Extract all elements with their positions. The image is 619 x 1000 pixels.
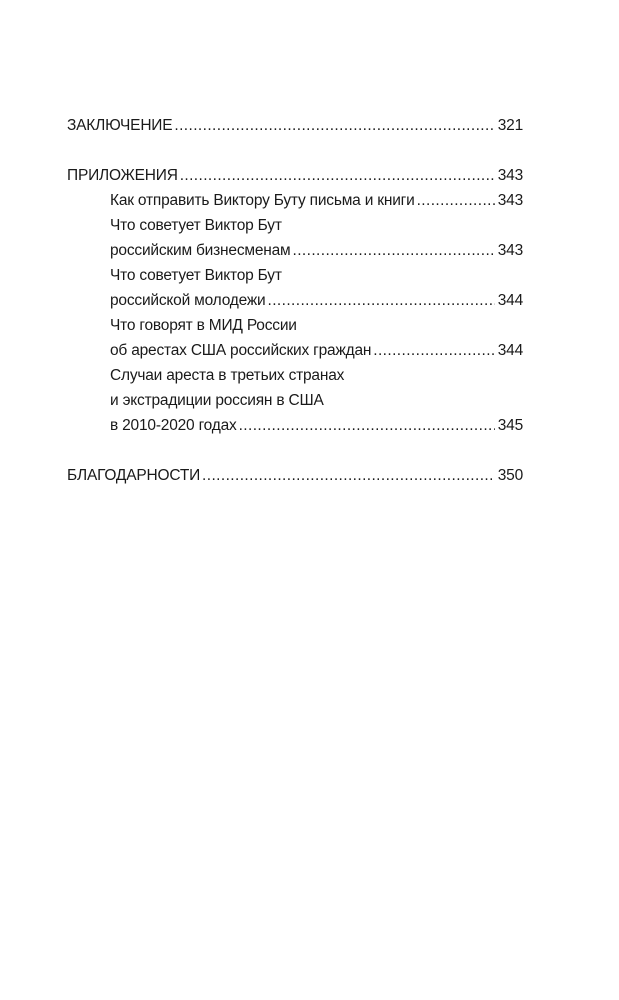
toc-entry [67,213,523,263]
toc-entry-title: Случаи ареста в третьих странах [110,367,345,384]
toc-entry-title: Что советует Виктор Бут [110,217,282,234]
toc-entry [67,363,523,438]
dot-leader [373,338,494,363]
toc-page-number: 343 [497,167,523,184]
toc-line [67,163,523,188]
toc-section [67,113,523,138]
toc-entry-title: об арестах США российских граждан [110,342,372,359]
toc-line [67,238,523,263]
toc-page-number: 344 [497,342,523,359]
dot-leader [180,163,495,188]
toc-line [67,263,523,288]
dot-leader [417,188,495,213]
dot-leader [239,413,495,438]
toc-entry [67,313,523,363]
toc-entry [67,463,523,488]
dot-leader [293,238,495,263]
toc-line [67,188,523,213]
toc-entry-title: в 2010-2020 годах [110,417,237,434]
dot-leader [202,463,495,488]
toc-entry-title: ПРИЛОЖЕНИЯ [67,167,178,184]
dot-leader [268,288,495,313]
toc-page-number: 345 [497,417,523,434]
toc-line [67,388,523,413]
toc-page-number: 344 [497,292,523,309]
toc-entry-title: БЛАГОДАРНОСТИ [67,467,201,484]
toc-line [67,363,523,388]
table-of-contents [67,113,523,513]
toc-entry [67,113,523,138]
toc-entry [67,263,523,313]
toc-entry [67,188,523,213]
toc-section [67,163,523,438]
toc-section [67,463,523,488]
toc-line [67,313,523,338]
toc-line [67,338,523,363]
dot-leader [174,113,494,138]
toc-entry-title: и экстрадиции россиян в США [110,392,324,409]
toc-line [67,213,523,238]
toc-entry-title: ЗАКЛЮЧЕНИЕ [67,117,173,134]
toc-entry-title: российским бизнесменам [110,242,291,259]
toc-page-number: 350 [497,467,523,484]
toc-line [67,463,523,488]
toc-page-number: 343 [497,192,523,209]
toc-entry [67,163,523,188]
toc-entry-title: Что говорят в МИД России [110,317,297,334]
toc-entry-title: Что советует Виктор Бут [110,267,282,284]
toc-line [67,413,523,438]
toc-line [67,113,523,138]
toc-page-number: 343 [497,242,523,259]
toc-entry-title: российской молодежи [110,292,266,309]
toc-entry-title: Как отправить Виктору Буту письма и книги [110,192,415,209]
toc-line [67,288,523,313]
toc-page-number: 321 [497,117,523,134]
